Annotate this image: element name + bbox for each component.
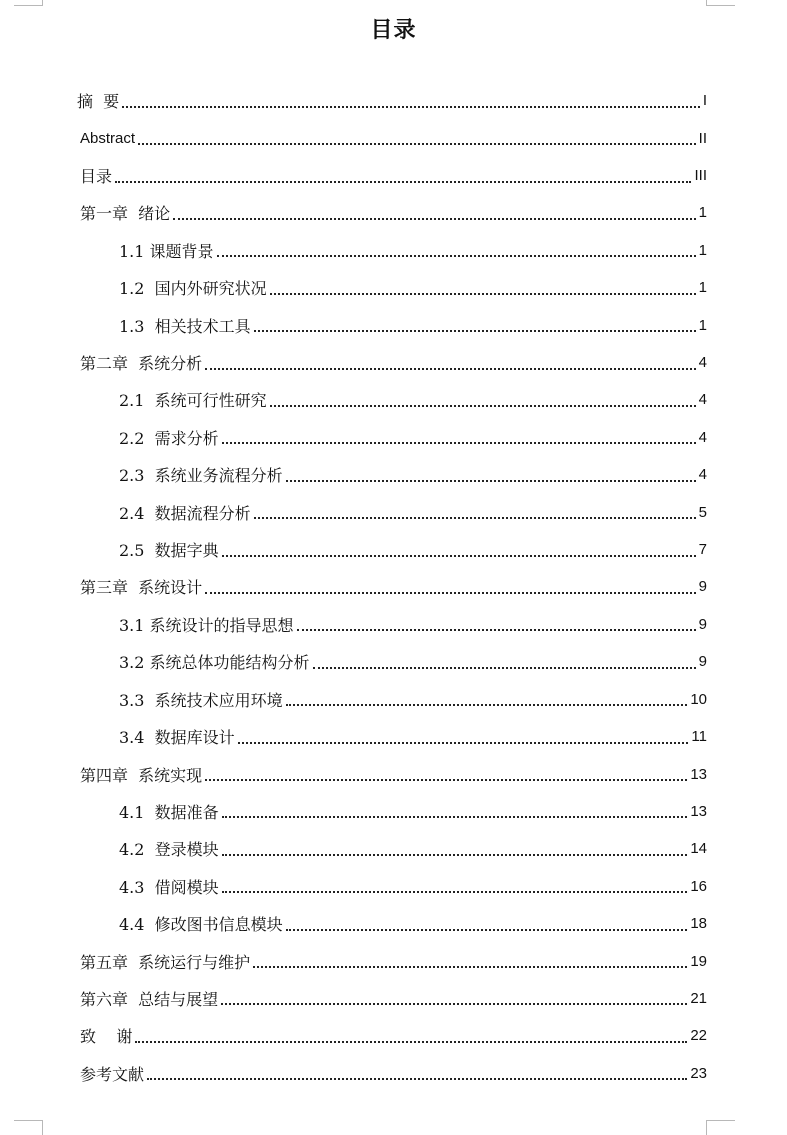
toc-entry-page: II — [698, 129, 707, 147]
toc-entry-label: 2.4 数据流程分析 — [119, 503, 251, 523]
toc-dot-leader — [286, 929, 688, 931]
toc-entry-chapter-3[interactable] — [0, 568, 787, 605]
toc-entry-abstract-cn[interactable] — [0, 82, 787, 119]
toc-entry-page: 18 — [690, 915, 707, 933]
toc-entry-label: 4.2 登录模块 — [119, 840, 219, 860]
toc-dot-leader — [222, 816, 688, 818]
toc-entry-chapter-1[interactable] — [0, 194, 787, 231]
toc-entry-page: 9 — [698, 578, 707, 596]
toc-dot-leader — [135, 1041, 687, 1043]
toc-entry-page: I — [702, 92, 707, 110]
toc-entry-label: 3.1 系统设计的指导思想 — [119, 615, 294, 635]
toc-entry-page: 9 — [698, 653, 707, 671]
toc-dot-leader — [286, 704, 688, 706]
toc-entry-label: 1.1 课题背景 — [119, 241, 214, 261]
toc-entry-label: 4.3 借阅模块 — [119, 877, 219, 897]
toc-entry-section-1-1[interactable] — [0, 232, 787, 269]
toc-entry-page: 21 — [690, 989, 707, 1007]
toc-entry-page: 9 — [698, 615, 707, 633]
toc-entry-label: 2.3 系统业务流程分析 — [119, 466, 283, 486]
toc-entry-section-4-2[interactable] — [0, 830, 787, 867]
toc-entry-label: 1.3 相关技术工具 — [119, 316, 251, 336]
toc-entry-section-2-4[interactable] — [0, 493, 787, 530]
toc-entry-section-3-2[interactable] — [0, 643, 787, 680]
toc-entry-label: 摘 要 — [77, 92, 120, 112]
toc-entry-page: 4 — [698, 466, 707, 484]
toc-entry-section-1-3[interactable] — [0, 306, 787, 343]
toc-entry-section-2-1[interactable] — [0, 381, 787, 418]
toc-entry-label: 第五章 系统运行与维护 — [80, 952, 251, 972]
toc-entry-page: III — [694, 167, 707, 185]
toc-entry-section-3-3[interactable] — [0, 681, 787, 718]
toc-dot-leader — [222, 555, 696, 557]
toc-entry-page: 10 — [690, 690, 707, 708]
toc-entry-section-1-2[interactable] — [0, 269, 787, 306]
toc-entry-section-4-3[interactable] — [0, 868, 787, 905]
toc-entry-label: 4.1 数据准备 — [119, 802, 219, 822]
toc-entry-page: 11 — [691, 728, 707, 746]
page-corner-mark-bottom-right — [706, 1120, 735, 1135]
toc-entry-section-2-3[interactable] — [0, 456, 787, 493]
toc-entry-label: 致 谢 — [80, 1027, 133, 1047]
page-corner-mark-top-right — [706, 0, 735, 6]
toc-entry-references[interactable] — [0, 1055, 787, 1092]
toc-dot-leader — [238, 742, 689, 744]
toc-entry-page: 1 — [698, 241, 707, 259]
table-of-contents — [0, 82, 787, 1092]
toc-entry-page: 5 — [698, 503, 707, 521]
toc-entry-page: 4 — [698, 391, 707, 409]
toc-dot-leader — [286, 480, 696, 482]
toc-entry-page: 19 — [690, 952, 707, 970]
toc-dot-leader — [221, 1003, 687, 1005]
toc-dot-leader — [297, 629, 696, 631]
toc-dot-leader — [222, 854, 688, 856]
toc-entry-page: 4 — [698, 354, 707, 372]
toc-dot-leader — [254, 330, 696, 332]
toc-entry-label: 2.5 数据字典 — [119, 541, 219, 561]
toc-dot-leader — [205, 592, 695, 594]
page-corner-mark-top-left — [14, 0, 43, 6]
toc-dot-leader — [222, 442, 696, 444]
toc-entry-page: 1 — [698, 279, 707, 297]
toc-entry-page: 16 — [690, 877, 707, 895]
toc-entry-label: 第六章 总结与展望 — [80, 989, 219, 1009]
toc-entry-abstract-en[interactable] — [0, 119, 787, 156]
toc-entry-section-3-4[interactable] — [0, 718, 787, 755]
toc-entry-section-2-5[interactable] — [0, 531, 787, 568]
toc-dot-leader — [222, 891, 688, 893]
toc-dot-leader — [254, 517, 696, 519]
toc-entry-label: 第四章 系统实现 — [80, 765, 203, 785]
toc-entry-page: 22 — [690, 1027, 707, 1045]
toc-entry-label: 第二章 系统分析 — [80, 354, 203, 374]
page-corner-mark-bottom-left — [14, 1120, 43, 1135]
toc-dot-leader — [270, 293, 696, 295]
toc-dot-leader — [313, 667, 696, 669]
toc-dot-leader — [217, 255, 696, 257]
toc-entry-section-4-1[interactable] — [0, 793, 787, 830]
toc-entry-label: 目录 — [80, 167, 113, 187]
toc-dot-leader — [253, 966, 687, 968]
toc-entry-label: 3.4 数据库设计 — [119, 728, 235, 748]
toc-entry-label: 4.4 修改图书信息模块 — [119, 915, 283, 935]
toc-dot-leader — [115, 181, 691, 183]
toc-entry-page: 14 — [690, 840, 707, 858]
toc-entry-page: 23 — [690, 1064, 707, 1082]
toc-dot-leader — [138, 143, 696, 145]
toc-entry-page: 13 — [690, 802, 707, 820]
toc-entry-label: 1.2 国内外研究状况 — [119, 279, 267, 299]
toc-entry-label: 2.2 需求分析 — [119, 428, 219, 448]
toc-entry-section-4-4[interactable] — [0, 905, 787, 942]
toc-entry-label: Abstract — [80, 129, 136, 147]
toc-entry-page: 7 — [698, 541, 707, 559]
toc-entry-page: 1 — [698, 316, 707, 334]
toc-entry-label: 2.1 系统可行性研究 — [119, 391, 267, 411]
toc-entry-section-3-1[interactable] — [0, 606, 787, 643]
toc-entry-page: 1 — [698, 204, 707, 222]
toc-dot-leader — [205, 779, 687, 781]
toc-dot-leader — [122, 106, 700, 108]
toc-entry-chapter-2[interactable] — [0, 344, 787, 381]
toc-entry-label: 3.2 系统总体功能结构分析 — [119, 653, 310, 673]
toc-entry-page: 4 — [698, 428, 707, 446]
toc-entry-label: 参考文献 — [80, 1064, 145, 1084]
toc-dot-leader — [205, 368, 695, 370]
toc-dot-leader — [270, 405, 696, 407]
toc-entry-acknowledgements[interactable] — [0, 1017, 787, 1054]
toc-entry-label: 第一章 绪论 — [80, 204, 171, 224]
toc-entry-chapter-6[interactable] — [0, 980, 787, 1017]
toc-entry-label: 3.3 系统技术应用环境 — [119, 690, 283, 710]
toc-dot-leader — [147, 1078, 687, 1080]
toc-entry-chapter-5[interactable] — [0, 942, 787, 979]
toc-dot-leader — [173, 218, 695, 220]
page-title: 目录 — [370, 18, 417, 43]
toc-entry-label: 第三章 系统设计 — [80, 578, 203, 598]
toc-entry-chapter-4[interactable] — [0, 755, 787, 792]
toc-entry-contents[interactable] — [0, 157, 787, 194]
toc-entry-page: 13 — [690, 765, 707, 783]
toc-entry-section-2-2[interactable] — [0, 419, 787, 456]
